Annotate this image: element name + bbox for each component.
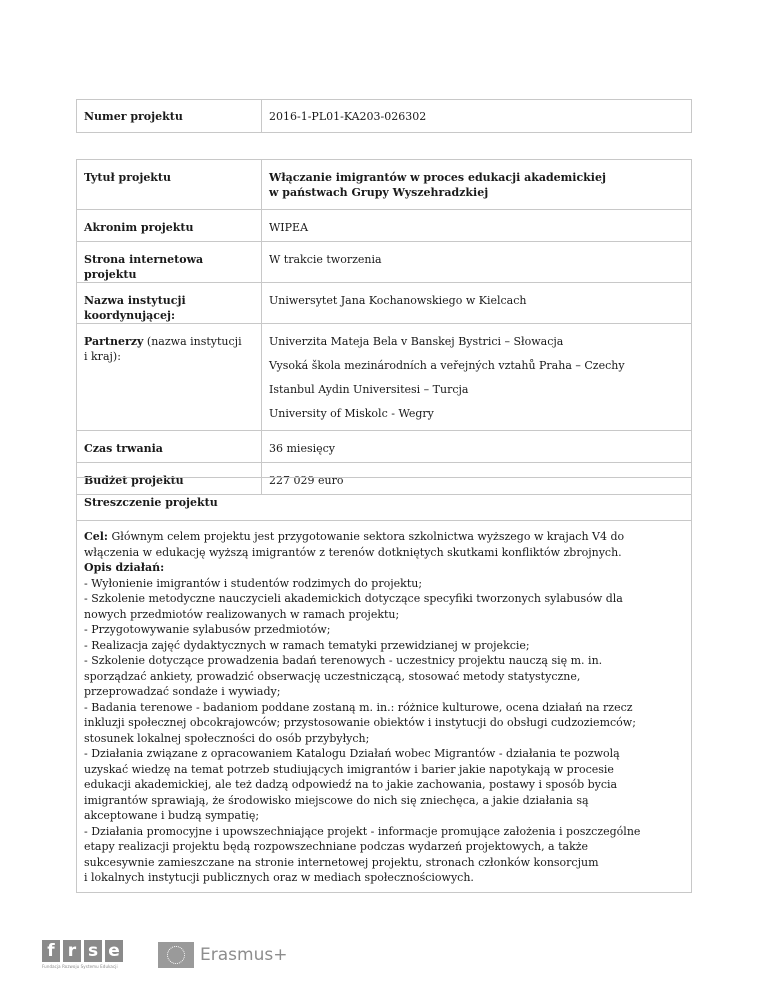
partners-list xyxy=(262,324,692,431)
title-value xyxy=(262,160,692,210)
frse-letter: e xyxy=(105,940,123,962)
project-number-label: Numer projektu xyxy=(77,100,262,133)
summary-body xyxy=(77,521,692,893)
activity-line: - Wyłonienie imigrantów i studentów rodzimych do projektu; xyxy=(84,576,423,590)
frse-letter: s xyxy=(84,940,102,962)
project-info-table xyxy=(76,159,692,495)
title-row xyxy=(77,160,692,210)
activity-line: inkluzji społecznej obcokrajowców; przystosowanie obiektów i instytucji do obsługi cudzoziemców; xyxy=(84,716,636,729)
frse-letters xyxy=(42,940,124,962)
activity-line: - Przygotowywanie sylabusów przedmiotów; xyxy=(84,623,331,636)
coordinator-value: Uniwersytet Jana Kochanowskiego w Kielcach xyxy=(262,283,692,324)
website-row xyxy=(77,242,692,283)
activity-line: - Szkolenie dotyczące prowadzenia badań terenowych - uczestnicy projektu nauczą się m. in. xyxy=(84,654,603,667)
goal-text-2: włączenia w edukację wyższą imigrantów z terenów dotkniętych skutkami konfliktów zbrojnych. xyxy=(84,545,622,559)
project-number-table xyxy=(76,99,692,133)
activity-line: i lokalnych instytucji publicznych oraz w mediach społecznościowych. xyxy=(84,871,474,884)
activity-line: etapy realizacji projektu będą rozpowszechniane podczas wydarzeń projektowych, a także xyxy=(84,840,589,853)
partner-item: University of Miskolc - Wegry xyxy=(269,407,434,420)
partner-item: Vysoká škola mezinárodních a veřejných vztahů Praha – Czechy xyxy=(269,359,625,372)
coordinator-label: Nazwa instytucji koordynującej: xyxy=(77,283,262,324)
partners-label xyxy=(77,324,262,431)
activities-label: Opis działań: xyxy=(84,561,165,574)
budget-label: Budżet projektu xyxy=(77,463,262,495)
activity-line: stosunek lokalnej społeczności do osób przybyłych; xyxy=(84,731,370,745)
goal-text-1: Głównym celem projektu jest przygotowanie sektora szkolnictwa wyższego w krajach V4 do xyxy=(108,530,625,543)
activity-line: uzyskać wiedzę na temat potrzeb studiujących imigrantów i barier jakie napotykają w procesie xyxy=(84,762,614,776)
activity-line: - Realizacja zajęć dydaktycznych w ramach tematyki przewidzianej w projekcie; xyxy=(84,638,530,652)
activity-line: - Działania związane z opracowaniem Katalogu Działań wobec Migrantów - działania te pozwolą xyxy=(84,747,620,760)
activity-line: sukcesywnie zamieszczane na stronie internetowej projektu, stronach członków konsorcjum xyxy=(84,855,599,869)
frse-letter: f xyxy=(42,940,60,962)
summary-body-row xyxy=(77,521,692,893)
title-value-line1: Włączanie imigrantów w proces edukacji akademickiej xyxy=(269,171,606,184)
duration-value: 36 miesięcy xyxy=(262,431,692,463)
activity-line: imigrantów sprawiają, że środowisko miejscowe do nich się zniechęca, a jakie działania są xyxy=(84,793,589,807)
activity-line: nowych przedmiotów realizowanych w ramach projektu; xyxy=(84,607,400,621)
activities-list xyxy=(84,576,684,886)
activity-line: przeprowadzać sondaże i wywiady; xyxy=(84,685,281,698)
partners-row xyxy=(77,324,692,431)
summary-header: Streszczenie projektu xyxy=(77,478,692,521)
activity-line: akceptowane i budzą sympatię; xyxy=(84,809,260,822)
duration-label: Czas trwania xyxy=(77,431,262,463)
summary-table xyxy=(76,477,692,893)
activity-line: sporządzać ankiety, prowadzić obserwację uczestniczącą, stosować metody statystyczne, xyxy=(84,669,581,683)
partners-label-rest: (nazwa instytucji xyxy=(143,335,242,348)
coordinator-row xyxy=(77,283,692,324)
activity-line: edukacji akademickiej, ale też dadzą odpowiedź na to jakie zachowania, postawy i sposób bycia xyxy=(84,778,618,791)
website-value: W trakcie tworzenia xyxy=(262,242,692,283)
frse-logo xyxy=(42,940,124,969)
activity-line: - Badania terenowe - badaniom poddane zostaną m. in.: różnice kulturowe, ocena działań na rzecz xyxy=(84,700,633,714)
frse-caption: Fundacja Rozwoju Systemu Edukacji xyxy=(42,964,118,969)
erasmus-text: Erasmus+ xyxy=(200,945,288,965)
acronym-value: WIPEA xyxy=(262,210,692,242)
partner-item: Istanbul Aydin Universitesi – Turcja xyxy=(269,383,469,396)
budget-value: 227 029 euro xyxy=(262,463,692,495)
website-label: Strona internetowa projektu xyxy=(77,242,262,283)
title-value-line2: w państwach Grupy Wyszehradzkiej xyxy=(269,186,489,199)
frse-letter: r xyxy=(63,940,81,962)
project-number-row xyxy=(77,100,692,133)
activity-line: - Szkolenie metodyczne nauczycieli akademickich dotyczące specyfiki tworzonych sylabusów dla xyxy=(84,592,623,605)
partners-label-bold: Partnerzy xyxy=(84,335,144,348)
summary-header-row xyxy=(77,478,692,521)
title-label: Tytuł projektu xyxy=(77,160,262,210)
goal-line xyxy=(84,529,684,545)
partners-label-line2: i kraj): xyxy=(84,350,121,363)
duration-row xyxy=(77,431,692,463)
acronym-row xyxy=(77,210,692,242)
partner-item: Univerzita Mateja Bela v Banskej Bystrici – Słowacja xyxy=(269,335,564,348)
acronym-label: Akronim projektu xyxy=(77,210,262,242)
goal-label: Cel: xyxy=(84,530,108,543)
erasmus-logo xyxy=(158,942,287,968)
activity-line: - Działania promocyjne i upowszechniające projekt - informacje promujące założenia i poszczególne xyxy=(84,824,641,838)
project-number-value: 2016-1-PL01-KA203-026302 xyxy=(262,100,692,133)
eu-flag-icon xyxy=(158,942,194,968)
